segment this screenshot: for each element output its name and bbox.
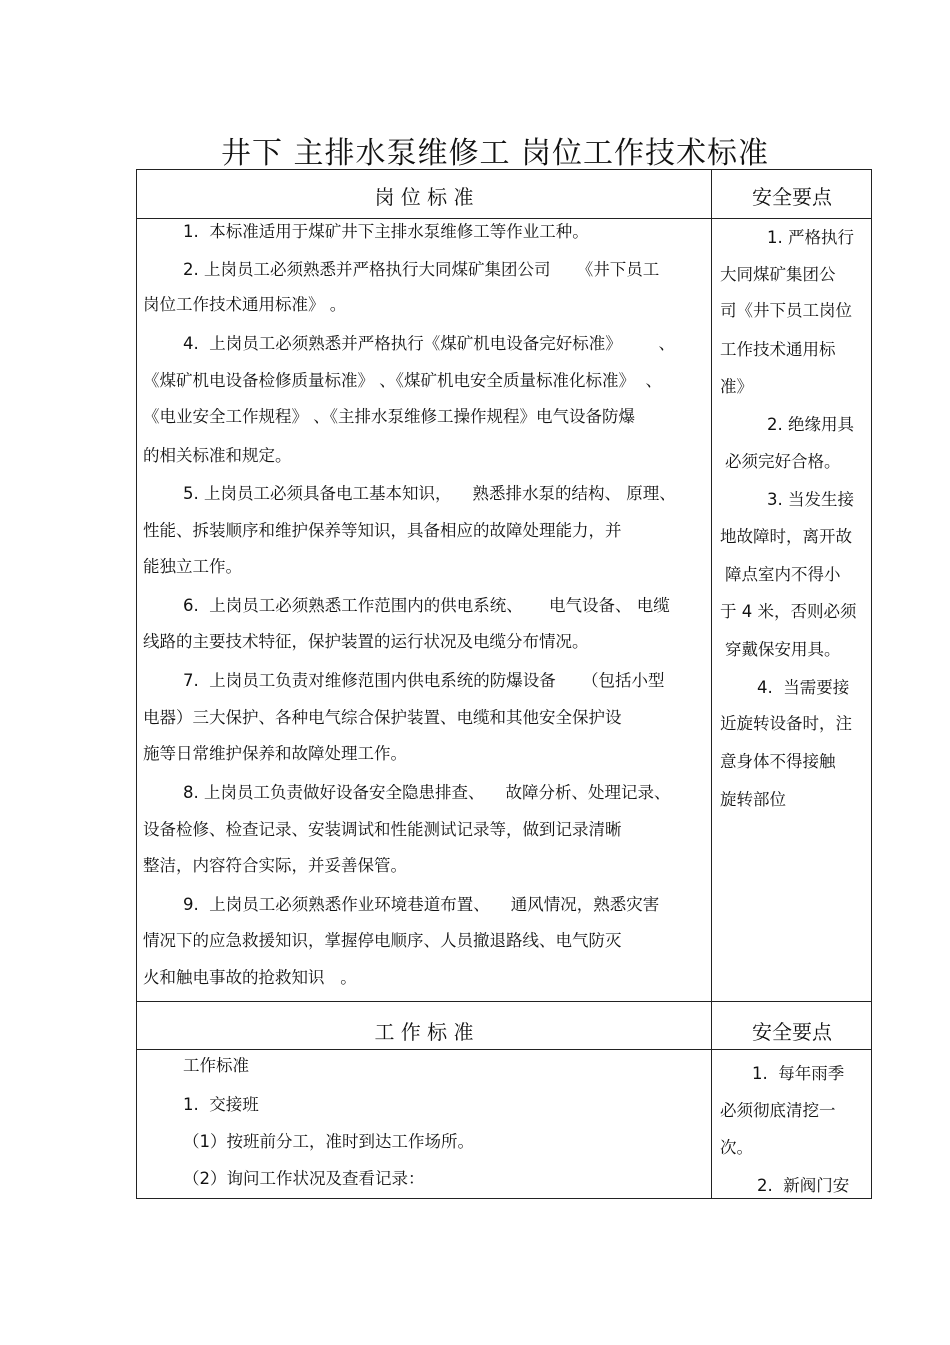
work-standard-line: 工作标准 — [183, 1056, 249, 1075]
section2-left-header: 工 作 标 准 — [374, 1020, 474, 1044]
standard-line: 火和触电事故的抢救知识 。 — [143, 968, 357, 987]
standard-line: 《煤矿机电设备检修质量标准》 、《煤矿机电安全质量标准化标准》 、 — [143, 371, 662, 390]
standard-line: 4. 上岗员工必须熟悉并严格执行《煤矿机电设备完好标准》 、 — [183, 334, 675, 353]
safety-line: 大同煤矿集团公 — [720, 265, 836, 284]
standard-line: 设备检修、检查记录、安装调试和性能测试记录等，做到记录清晰 — [143, 820, 622, 839]
page-title: 井下 主排水泵维修工 岗位工作技术标准 — [220, 136, 770, 171]
safety-line: 必须彻底清挖一 — [720, 1101, 836, 1120]
work-standard-line: 1. 交接班 — [183, 1095, 259, 1114]
safety-line: 旋转部位 — [720, 790, 786, 809]
standard-line: 整洁，内容符合实际，并妥善保管。 — [143, 856, 407, 875]
standard-line: 8. 上岗员工负责做好设备安全隐患排查、 故障分析、处理记录、 — [183, 783, 671, 802]
standard-line: 岗位工作技术通用标准》 。 — [143, 295, 347, 314]
safety-line: 于 4 米，否则必须 — [720, 602, 857, 621]
safety-line: 工作技术通用标 — [720, 340, 836, 359]
row-divider — [137, 1049, 871, 1050]
section1-right-header: 安全要点 — [752, 185, 832, 209]
safety-line: 司《井下员工岗位 — [720, 301, 852, 320]
safety-line: 障点室内不得小 — [725, 565, 841, 584]
standard-line: 6. 上岗员工必须熟悉工作范围内的供电系统、 电气设备、 电缆 — [183, 596, 670, 615]
standard-line: 的相关标准和规定。 — [143, 446, 292, 465]
safety-line: 地故障时，离开故 — [720, 527, 852, 546]
standard-line: 2. 上岗员工必须熟悉并严格执行大同煤矿集团公司 《井下员工 — [183, 260, 660, 279]
safety-line: 4. 当需要接 — [757, 678, 850, 697]
standard-line: 9. 上岗员工必须熟悉作业环境巷道布置、 通风情况，熟悉灾害 — [183, 895, 660, 914]
safety-line: 近旋转设备时，注 — [720, 714, 852, 733]
standards-table — [136, 169, 872, 1199]
standard-line: 《电业安全工作规程》 、《主排水泵维修工操作规程》电气设备防爆 — [143, 407, 635, 426]
safety-line: 准》 — [720, 377, 753, 396]
standard-line: 电器）三大保护、各种电气综合保护装置、电缆和其他安全保护设 — [143, 708, 622, 727]
work-standard-line: （1）按班前分工，准时到达工作场所。 — [183, 1132, 474, 1151]
standard-line: 能独立工作。 — [143, 557, 242, 576]
standard-line: 性能、拆装顺序和维护保养等知识，具备相应的故障处理能力，并 — [143, 521, 622, 540]
standard-line: 1. 本标准适用于煤矿井下主排水泵维修工等作业工种。 — [183, 222, 589, 241]
safety-line: 次。 — [720, 1138, 753, 1157]
safety-line: 穿戴保安用具。 — [725, 640, 841, 659]
safety-line: 必须完好合格。 — [725, 452, 841, 471]
safety-line: 3. 当发生接 — [767, 490, 854, 509]
work-standard-line: （2）询问工作状况及查看记录： — [183, 1169, 425, 1188]
safety-line: 2. 新阀门安 — [757, 1176, 850, 1195]
row-divider — [137, 218, 871, 219]
standard-line: 情况下的应急救援知识，掌握停电顺序、人员撤退路线、电气防灭 — [143, 931, 622, 950]
safety-line: 意身体不得接触 — [720, 752, 836, 771]
standard-line: 线路的主要技术特征，保护装置的运行状况及电缆分布情况。 — [143, 632, 589, 651]
standard-line: 5. 上岗员工必须具备电工基本知识， 熟悉排水泵的结构、 原理、 — [183, 484, 676, 503]
row-divider — [137, 1001, 871, 1002]
safety-line: 1. 严格执行 — [767, 228, 854, 247]
standard-line: 施等日常维护保养和故障处理工作。 — [143, 744, 407, 763]
safety-line: 1. 每年雨季 — [752, 1064, 845, 1083]
section1-left-header: 岗 位 标 准 — [374, 185, 474, 209]
safety-line: 2. 绝缘用具 — [767, 415, 854, 434]
section2-right-header: 安全要点 — [752, 1020, 832, 1044]
standard-line: 7. 上岗员工负责对维修范围内供电系统的防爆设备 （包括小型 — [183, 671, 665, 690]
